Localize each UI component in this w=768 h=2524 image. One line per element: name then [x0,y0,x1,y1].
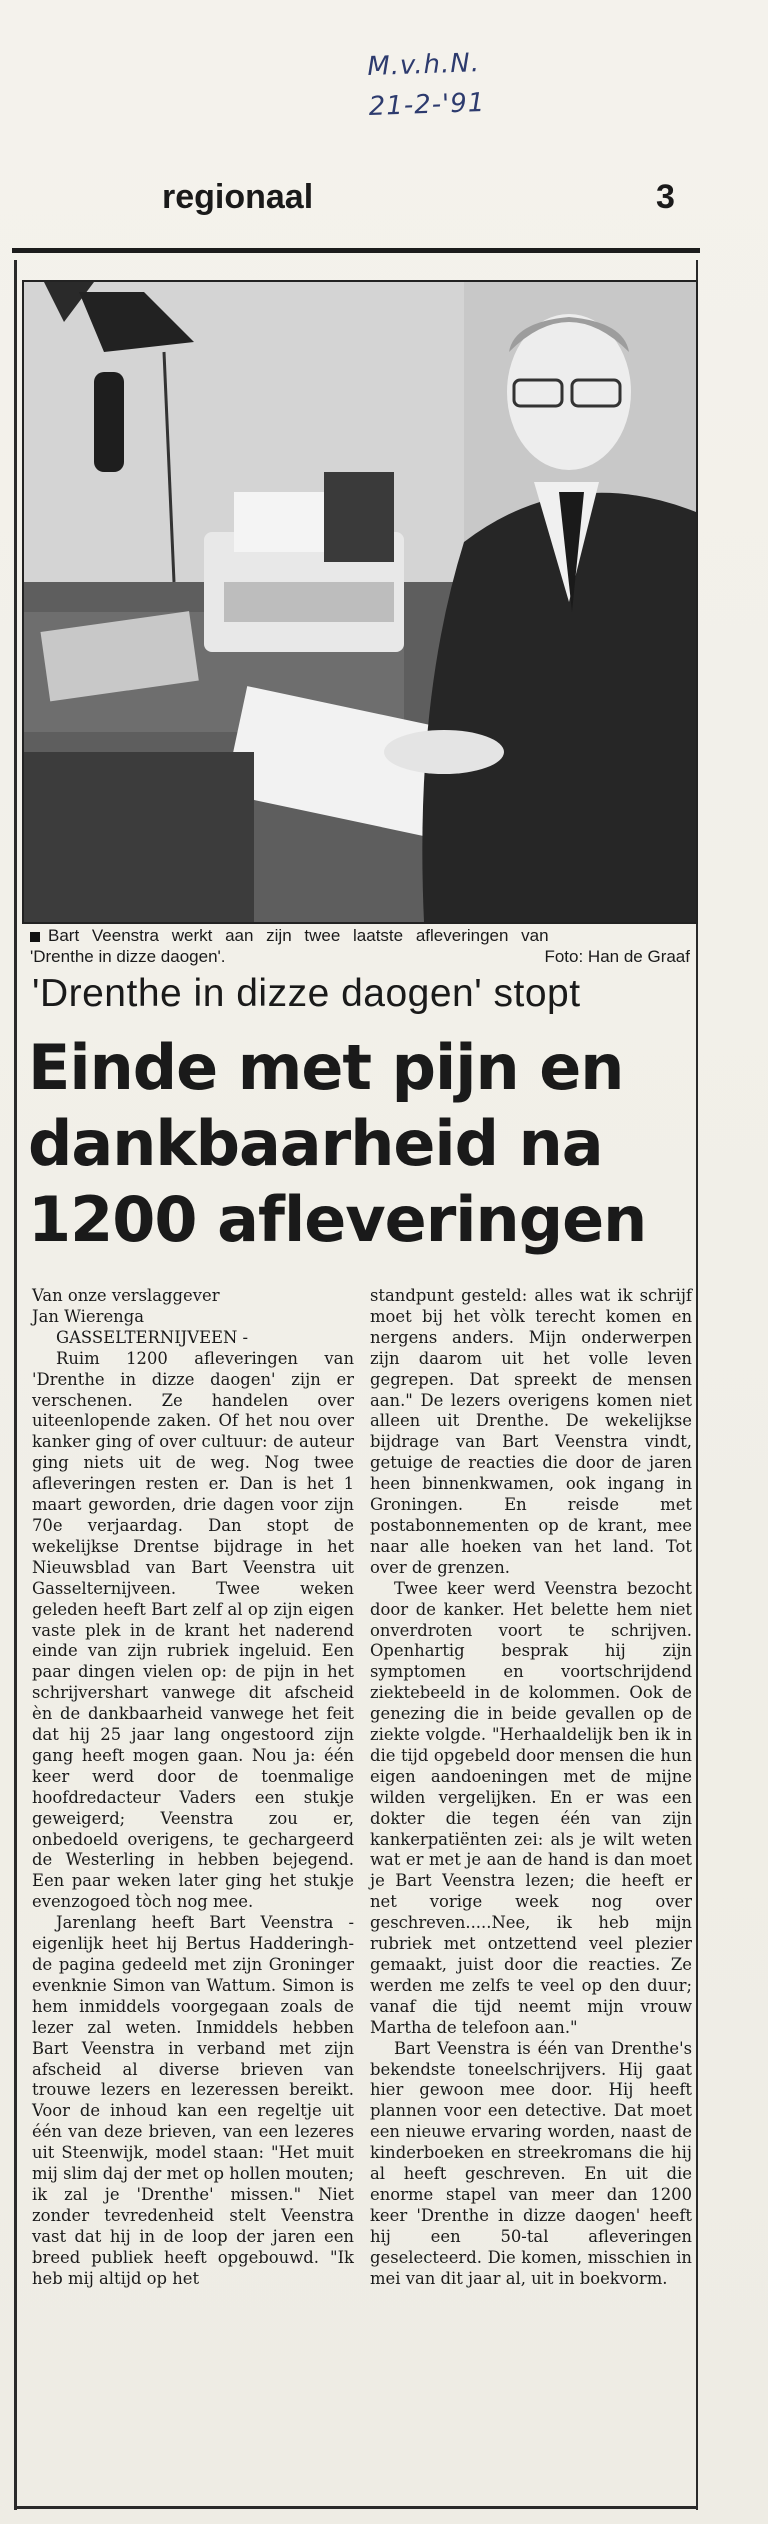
caption-text: Bart Veenstra werkt aan zijn twee laatste afleveringen van [48,926,549,945]
byline-author: Jan Wierenga [32,1306,144,1326]
article-kicker: 'Drenthe in dizze daogen' stopt [32,972,581,1015]
caption-text-line2: 'Drenthe in dizze daogen'. [30,947,226,966]
article-headline [28,1030,692,1258]
handwritten-line: M.v.h.N. [366,48,481,83]
photo-typewriter-man-icon [24,282,696,922]
article-photo [22,280,698,924]
square-bullet-icon [30,932,40,942]
article-paragraph: Jarenlang heeft Bart Veenstra -eigenlijk heet hij Bertus Hadderingh- de pagina gedeeld met zijn Groninger evenknie Simon van Wattum. Simon is hem inmiddels voorgegaan zoals de lezer zal weten. Inmiddels hebben Bart Veenstra in verband met zijn afscheid al diverse brieven van trouwe lezers en lezeressen bereikt. Voor de inhoud kan een regeltje uit één van deze brieven, van een lezeres uit Steenwijk, model staan: "Het muit mij slim daj der met op hollen mouten; ik zal je 'Drenthe' missen." Niet zonder tevredenheid stelt Veenstra vast dat hij in de loop der jaren een breed publiek heeft opgebouwd. "Ik heb mij altijd op het [32,1913,354,2288]
article-column-left [32,1286,354,2290]
article-column-right [370,1286,692,2290]
headline-line: 1200 afleveringen [28,1183,647,1256]
handwritten-annotation [367,43,486,127]
section-title: regionaal [162,178,314,216]
photo-caption [30,925,690,967]
handwritten-line: 21-2-'91 [368,87,486,123]
headline-line: dankbaarheid na [28,1107,603,1180]
headline-line: Einde met pijn en [28,1031,624,1104]
photo-credit: Foto: Han de Graaf [544,947,690,966]
frame-border-left [14,260,17,2510]
article-paragraph: Ruim 1200 afleveringen van 'Drenthe in dizze daogen' zijn er verschenen. Ze handelen over uiteenlopende zaken. Of het nou over kanker ging of over cultuur: de auteur ging niets uit de weg. Nog twee afleveringen resten er. Dan is het 1 maart geworden, drie dagen voor zijn 70e verjaardag. Dan stopt de wekelijkse Drentse bijdrage in het Nieuwsblad van Bart Veenstra uit Gasselternijveen. Twee weken geleden heeft Bart zelf al op zijn eigen vaste plek in de krant het naderend einde van zijn rubriek ingeluid. Een paar dingen vielen op: de pijn in het schrijvershart vanwege dit afscheid èn de dankbaarheid vanwege het feit dat hij 25 jaar lang ongestoord zijn gang heeft mogen gaan. Nou ja: één keer werd door de toenmalige hoofdredacteur Vaders een stukje geweigerd; Veenstra zou er, onbedoeld overigens, te gechargeerd de Westerling in hebben bejegend. Een paar weken later ging het stukje evenzogoed tòch nog mee. [32,1348,354,1912]
byline-line: Van onze verslaggever [32,1286,220,1305]
article-paragraph: Bart Veenstra is één van Drenthe's bekendste toneelschrijvers. Hij gaat hier gewoon mee door. Hij heeft plannen voor een detective. Dat moet een nieuwe ervaring worden, naast de kinderboeken en streekromans die hij al heeft geschreven. En uit die enorme stapel van meer dan 1200 keer 'Drenthe in dizze daogen' heeft hij een 50-tal afleveringen geselecteerd. Die komen, misschien in mei van dit jaar al, uit in boekvorm. [370,2038,692,2288]
article-paragraph: Twee keer werd Veenstra bezocht door de kanker. Het belette hem niet onverdroten voort te schrijven. Openhartig besprak hij zijn symptomen en voortschrijdend ziektebeeld in de kolommen. Ook de genezing die in beide gevallen op de ziekte volgde. "Herhaaldelijk ben ik in die tijd opgebeld door mensen die hun eigen aandoeningen met de mijne wilden vergelijken. En er was een dokter die tegen één van zijn kankerpatiënten zei: als je wilt weten wat er met je aan de hand is dan moet je Bart Veenstra lezen; die heeft er net vorige week nog over geschreven.....Nee, ik heb mijn rubriek met ontzettend veel plezier gemaakt, juist door die reacties. Ze werden me zelfs te veel op den duur; vanaf die tijd neemt mijn vrouw Martha de telefoon aan." [370,1578,692,2037]
dateline: GASSELTERNIJVEEN - [56,1327,249,1347]
frame-border-bottom [14,2506,698,2509]
header-rule [12,248,700,253]
article-paragraph: standpunt gesteld: alles wat ik schrijf moet bij het vòlk terecht komen en nergens anders. Mijn onderwerpen zijn daarom uit het volle leven gegrepen. Dat spreekt de mensen aan." De lezers overigens komen niet alleen uit Drenthe. De wekelijkse bijdrage van Bart Veenstra vindt, getuige de reacties die door de jaren heen binnenkwamen, ook ingang in Groningen. En reisde met postabonnementen op de krant, mee naar alle hoeken van het land. Tot over de grenzen. [370,1286,692,1577]
page-number: 3 [656,178,675,216]
